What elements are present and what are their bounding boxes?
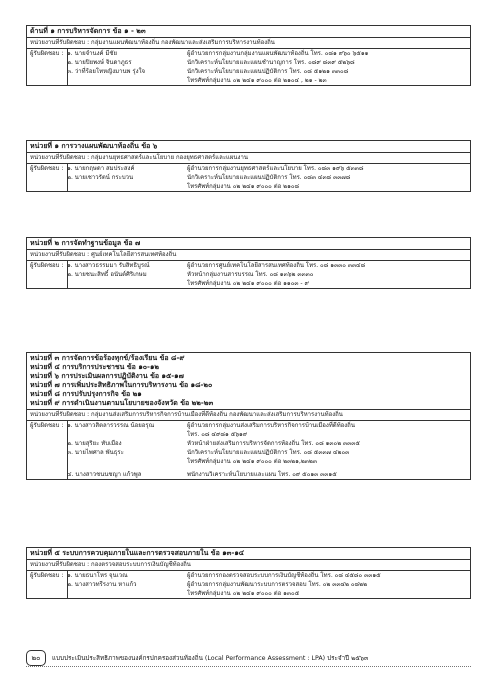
person-name: ๒. นายปิยพงษ์ จินดาภูธร <box>67 59 132 66</box>
responsible-label: ผู้รับผิดชอบ : <box>30 422 64 429</box>
section-title: หน่วยที่ ๔ การบริการประชาชน ข้อ ๑๐-๑๒ <box>30 363 160 371</box>
table-row <box>27 49 470 58</box>
responsible-label: ผู้รับผิดชอบ : <box>30 50 64 57</box>
divider <box>67 49 68 85</box>
page-number: ๒๐ <box>26 650 46 666</box>
office-phone: โทรศัพท์กลุ่มงาน ๐๒ ๒๔๑ ๙๐๐๐ ต่อ ๑๑๐๓ - ๙ <box>187 280 309 287</box>
table-row <box>27 164 470 173</box>
person-detail: หัวหน้ากลุ่มงานสารบรรณ โทร. ๐๘ ๑๓๖๒ ๓๓๓๐ <box>187 271 314 278</box>
section-units-3-9 <box>26 352 471 480</box>
table-row <box>27 448 470 457</box>
table-row <box>27 261 470 270</box>
table-row <box>27 76 470 85</box>
page-footer <box>26 648 471 668</box>
table-row <box>27 439 470 448</box>
person-detail: นักวิเคราะห์นโยบายและแผนปฏิบัติการ โทร. ๐๘๓ ๔๓๘ ๓๓๗๘ <box>187 174 351 181</box>
person-detail: นักวิเคราะห์นโยบายและแผนปฏิบัติการ โทร. ๐๘ ๕๓๓๗ ๔๒๐๓ <box>187 449 350 456</box>
person-detail: นักวิเคราะห์นโยบายและแผนปฏิบัติการ โทร. ๐๘ ๕๑๒๑ ๓๓๐๘ <box>187 68 349 75</box>
section-unit-5 <box>26 547 471 599</box>
person-name: ๑. นายกฤษดา สมประสงค์ <box>67 165 135 172</box>
responsible-unit: หน่วยงานที่รับผิดชอบ : กลุ่มงานแผนพัฒนาท้องถิ่น กองพัฒนาและส่งเสริมการบริหารงานท้องถิ่น <box>27 38 470 49</box>
section-title: หน่วยที่ ๒ การจัดทำฐานข้อมูล ข้อ ๗ <box>30 239 141 247</box>
table-row <box>27 457 470 466</box>
table-row <box>27 182 470 191</box>
section-title: หน่วยที่ ๓ การจัดการข้อร้องทุกข์/ร้องเรียน ข้อ ๘-๙ <box>30 354 185 362</box>
person-name: ๒. นายเชาวรัตน์ กระบวน <box>67 174 134 181</box>
person-name: ๑. นางสาวธรรมมา รับสิทธิบูรณ์ <box>67 262 150 269</box>
divider <box>67 261 68 288</box>
person-name: ๓. นายไพศาล พันธุระ <box>67 449 124 456</box>
person-name: ๓. ว่าที่ร้อยโทหญิงมานพ รุ่งใจ <box>67 68 146 75</box>
section-title: หน่วยที่ ๑ การวางแผนพัฒนาท้องถิ่น ข้อ ๖ <box>30 142 158 150</box>
footer-divider <box>26 666 471 667</box>
person-detail: ผู้อำนวยการกลุ่มงานยุทธศาสตร์และนโยบาย โทร. ๐๘๓ ๑๙๖ ๕๓๓๘ <box>187 165 364 172</box>
table-row <box>27 430 470 439</box>
divider <box>67 164 68 191</box>
responsible-unit: หน่วยงานที่รับผิดชอบ : กลุ่มงานส่งเสริมการบริหารกิจการบ้านเมืองที่ดีท้องถิ่น กองพัฒนาและส่งเสริมการบริหารงานท้องถิ่น <box>27 410 470 421</box>
person-detail: นักวิเคราะห์นโยบายและแผนชำนาญการ โทร. ๐๘๙ ๘๓๙ ๕๒๖๘ <box>187 59 355 66</box>
section-management <box>26 25 471 86</box>
table-row <box>27 571 470 580</box>
section-title: ด้านที่ ๑ การบริหารจัดการ ข้อ ๑ - ๒๓ <box>30 27 146 35</box>
responsible-label: ผู้รับผิดชอบ : <box>30 262 64 269</box>
table-row <box>27 466 470 479</box>
office-phone: โทรศัพท์กลุ่มงาน ๐๒ ๒๔๑ ๙๐๐๐ ต่อ ๒๑๐๘ <box>187 183 300 190</box>
section-unit-2 <box>26 237 471 289</box>
person-name: ๑. นายจำนงค์ มีชัย <box>67 50 117 57</box>
divider <box>67 571 68 598</box>
person-detail: ผู้อำนวยการศูนย์เทคโนโลยีสารสนเทศท้องถิ่น โทร. ๐๘ ๑๓๓๐ ๓๓๔๘ <box>187 262 366 269</box>
person-name: ๔. นางสาวชนนชญา แก้วพูล <box>67 471 142 478</box>
person-name: ๒. นายชนะสิทธิ์ อนันต์ศิริเกษม <box>67 271 147 278</box>
responsible-unit: หน่วยงานที่รับผิดชอบ : กลุ่มงานยุทธศาสตร์และนโยบาย กองยุทธศาสตร์และแผนงาน <box>27 153 470 164</box>
responsible-label: ผู้รับผิดชอบ : <box>30 572 64 579</box>
person-name: ๒. นายสุริยะ ทับเมือง <box>67 440 122 447</box>
table-row <box>27 58 470 67</box>
divider <box>67 421 68 479</box>
person-detail: ผู้อำนวยการกลุ่มงานกลุ่มงานแผนพัฒนาท้องถิ่น โทร. ๐๘๑ ๙๖๐ ๖๕๑๑ <box>187 50 369 57</box>
person-detail: ผู้อำนวยการกลุ่มงานพัฒนาระบบการตรวจสอบ โทร. ๐๒ ๓๓๔๒ ๐๘๒๒ <box>187 581 368 588</box>
responsible-unit: หน่วยงานที่รับผิดชอบ : กองตรวจสอบระบบการเงินบัญชีท้องถิ่น <box>27 560 470 571</box>
section-title: หน่วยที่ ๙ การดำเนินงานตามนโยบายของจังหวัด ข้อ ๒๒-๒๓ <box>30 399 214 407</box>
person-name: ๑. นางสาวสิตลารวรรณ น้อยอรุณ <box>67 422 155 429</box>
person-detail: ผู้อำนวยการกองตรวจสอบระบบการเงินบัญชีท้องถิ่น โทร. ๐๘ ๔๕๘๐ ๓๓๑๕ <box>187 572 381 579</box>
office-phone: โทรศัพท์กลุ่มงาน ๐๒ ๒๔๑ ๙๐๐๐ ต่อ ๑๓๐๕ <box>187 590 300 597</box>
section-title: หน่วยที่ ๖ การประเมินผลการปฏิบัติงาน ข้อ ๑๕-๑๗ <box>30 372 184 380</box>
table-row <box>27 67 470 76</box>
person-name: ๒. นางสาวทรีรงาน หาแก้ว <box>67 581 137 588</box>
table-row <box>27 173 470 182</box>
person-detail: ผู้อำนวยการกลุ่มงานส่งเสริมการบริหารกิจการบ้านเมืองที่ดีท้องถิ่น <box>187 422 355 429</box>
section-unit-1 <box>26 140 471 192</box>
office-phone: โทรศัพท์กลุ่มงาน ๐๒ ๒๔๑ ๙๐๐๐ ต่อ ๒๓๒๑,๒๓๒๓ <box>187 458 317 465</box>
section-title: หน่วยที่ ๘ การปรับปรุงการกิจ ข้อ ๒๑ <box>30 390 142 398</box>
section-title: หน่วยที่ ๗ การเพิ่มประสิทธิภาพในการบริหารงาน ข้อ ๑๘-๒๐ <box>30 381 213 389</box>
table-row <box>27 279 470 288</box>
person-name: ๑. นายธนาโหร จุนเวณ <box>67 572 128 579</box>
office-phone: โทรศัพท์กลุ่มงาน ๐๒ ๒๔๑ ๙๐๐๐ ต่อ ๒๑๐๔ , ๒๑ - ๒๓ <box>187 77 327 84</box>
table-row <box>27 589 470 598</box>
footer-text: แบบประเมินประสิทธิภาพของนงค์กรปกครองส่วนท้องถิ่น (Local Performance Assessment : LPA) ประจำปี ๒๕๖๓ <box>52 655 369 662</box>
table-row <box>27 580 470 589</box>
table-row <box>27 270 470 279</box>
person-detail: โทร. ๐๘ ๔๙๘๑ ๕๖๑๙ <box>187 431 248 438</box>
section-title: หน่วยที่ ๕ ระบบการควบคุมภายในและการตรวจสอบภายใน ข้อ ๑๓-๑๔ <box>30 549 245 557</box>
person-detail: พนักงานวิเคราะห์นโยบายและแผน โทร. ๐๙ ๕๐๑๓ ๓๓๑๕ <box>187 471 337 478</box>
responsible-label: ผู้รับผิดชอบ : <box>30 165 64 172</box>
responsible-unit: หน่วยงานที่รับผิดชอบ : ศูนย์เทคโนโลยีสารสนเทศท้องถิ่น <box>27 250 470 261</box>
table-row <box>27 421 470 430</box>
person-detail: หัวหน้าฝ่ายส่งเสริมการบริหารจัดการท้องถิ่น โทร. ๐๘ ๑๓๐๒ ๓๓๓๕ <box>187 440 360 447</box>
